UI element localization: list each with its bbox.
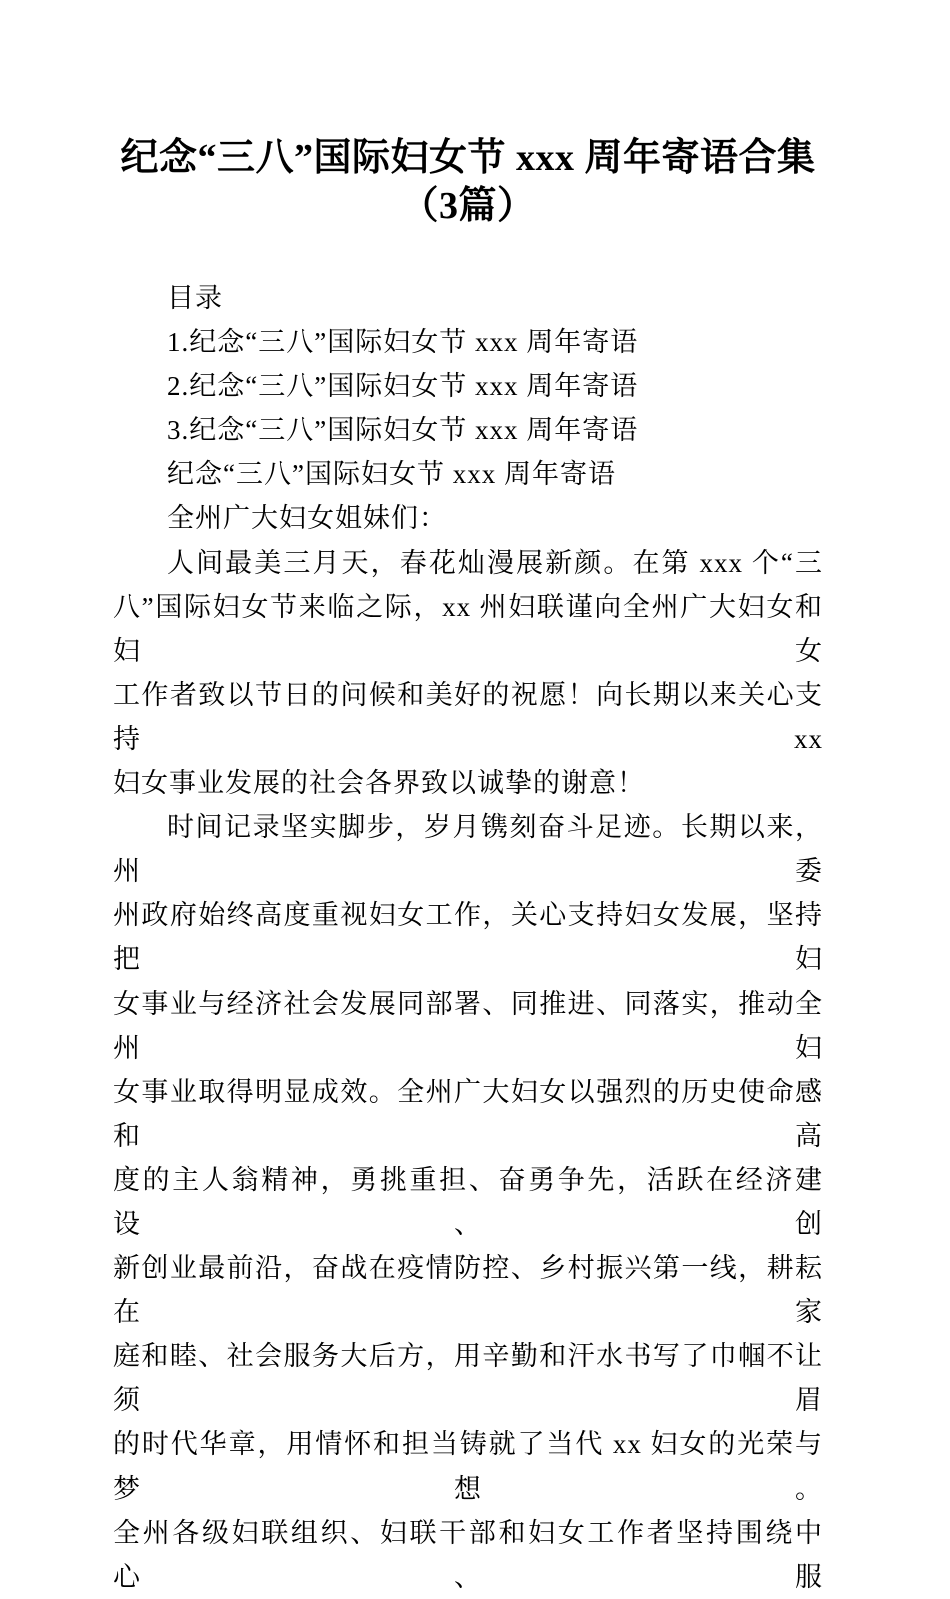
toc-item: 2.纪念“三八”国际妇女节 xxx 周年寄语 [167,371,639,402]
section-heading: 纪念“三八”国际妇女节 xxx 周年寄语 [167,459,616,490]
paragraph-line: 工作者致以节日的问候和美好的祝愿！向长期以来关心支持 xx [113,679,823,754]
paragraph-line: 度的主人翁精神，勇挑重担、奋勇争先，活跃在经济建设、创 [113,1164,823,1239]
toc-item: 1.纪念“三八”国际妇女节 xxx 周年寄语 [167,327,639,358]
paragraph-line: 时间记录坚实脚步，岁月镌刻奋斗足迹。长期以来，州委 [113,812,823,887]
paragraph-line: 人间最美三月天，春花灿漫展新颜。在第 xxx 个“三 [167,547,823,578]
title-line-1: 纪念“三八”国际妇女节 xxx 周年寄语合集 [120,137,816,179]
document-title [113,134,823,230]
title-line-2: （3篇） [400,185,536,227]
toc-heading: 目录 [167,283,223,313]
paragraph-line: 州政府始终高度重视妇女工作，关心支持妇女发展，坚持把妇 [113,900,823,975]
paragraph-line: 女事业取得明显成效。全州广大妇女以强烈的历史使命感和高 [113,1076,823,1151]
document-page [0,134,950,1592]
salutation: 全州广大妇女姐妹们： [167,503,447,534]
paragraph-line: 庭和睦、社会服务大后方，用辛勤和汗水书写了巾帼不让须眉 [113,1341,823,1416]
paragraph-line: 妇女事业发展的社会各界致以诚挚的谢意！ [113,768,645,799]
paragraph-line: 八”国际妇女节来临之际，xx 州妇联谨向全州广大妇女和妇女 [113,591,823,666]
paragraph-line: 新创业最前沿，奋战在疫情防控、乡村振兴第一线，耕耘在家 [113,1253,823,1328]
toc-item: 3.纪念“三八”国际妇女节 xxx 周年寄语 [167,415,639,446]
document-body [113,276,823,1599]
paragraph-line: 全州各级妇联组织、妇联干部和妇女工作者坚持围绕中心、服 [113,1517,823,1592]
paragraph-line: 的时代华章，用情怀和担当铸就了当代 xx 妇女的光荣与梦想。 [113,1429,823,1504]
paragraph-line: 女事业与经济社会发展同部署、同推进、同落实，推动全州妇 [113,988,823,1063]
